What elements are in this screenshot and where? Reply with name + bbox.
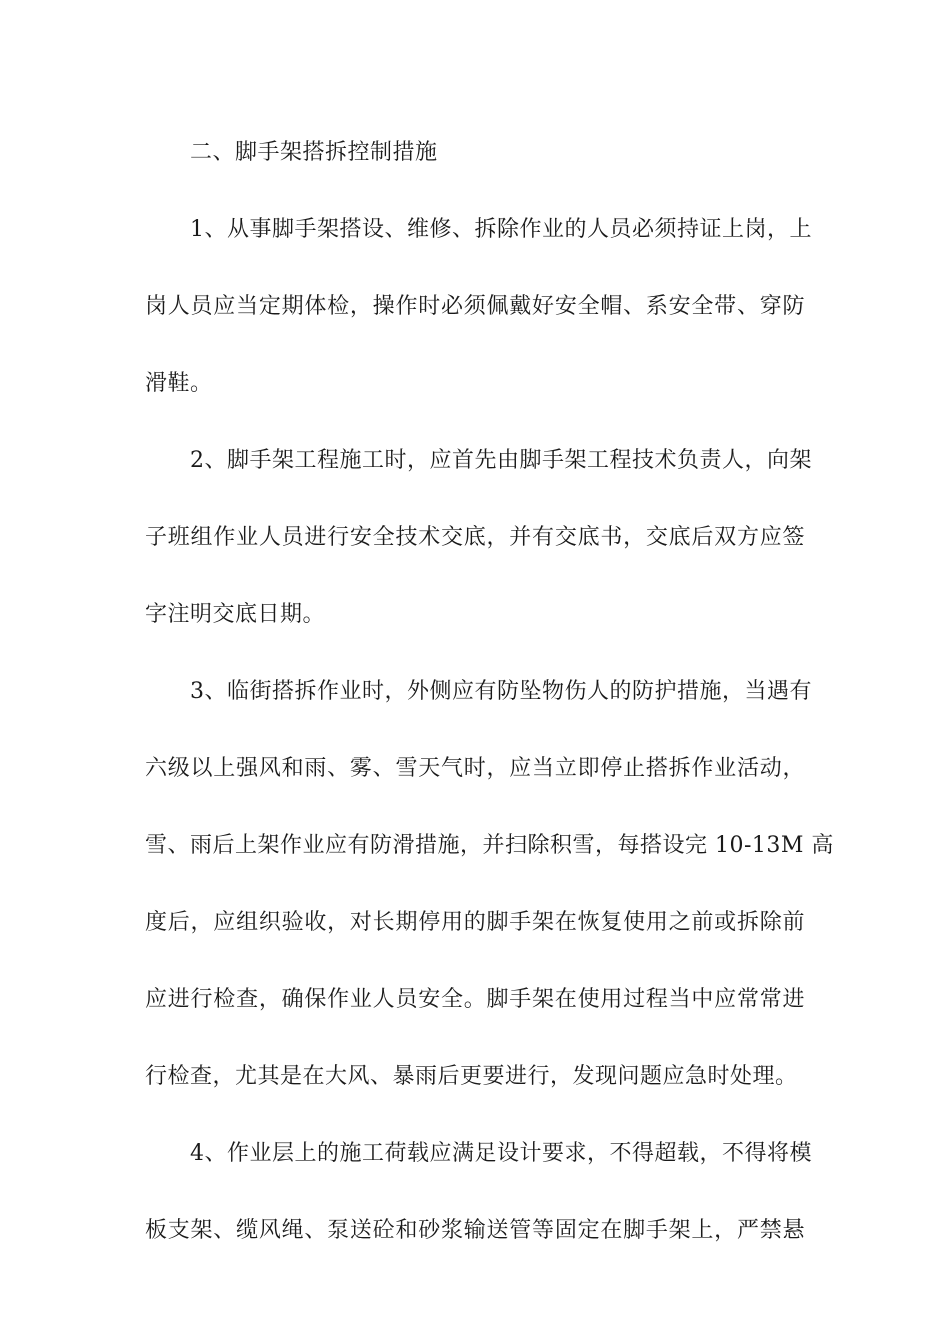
paragraph-1-line-1: 1、从事脚手架搭设、维修、拆除作业的人员必须持证上岗，上 (190, 217, 812, 242)
paragraph-2-line-2: 子班组作业人员进行安全技术交底，并有交底书，交底后双方应签 (145, 525, 805, 550)
paragraph-3-line-2: 六级以上强风和雨、雾、雪天气时，应当立即停止搭拆作业活动， (145, 756, 805, 781)
paragraph-3-line-3: 雪、雨后上架作业应有防滑措施，并扫除积雪，每搭设完 10-13M 高 (145, 833, 834, 858)
paragraph-1-line-3: 滑鞋。 (145, 371, 213, 396)
paragraph-2-line-1: 2、脚手架工程施工时，应首先由脚手架工程技术负责人，向架 (190, 448, 812, 473)
paragraph-3-line-1: 3、临街搭拆作业时，外侧应有防坠物伤人的防护措施，当遇有 (190, 679, 812, 704)
section-heading: 二、脚手架搭拆控制措施 (190, 140, 438, 165)
paragraph-4-line-2: 板支架、缆风绳、泵送砼和砂浆输送管等固定在脚手架上，严禁悬 (145, 1218, 805, 1243)
paragraph-3-line-6: 行检查，尤其是在大风、暴雨后更要进行，发现问题应急时处理。 (145, 1064, 798, 1089)
paragraph-3-line-5: 应进行检查，确保作业人员安全。脚手架在使用过程当中应常常进 (145, 987, 805, 1012)
paragraph-2-line-3: 字注明交底日期。 (145, 602, 326, 627)
paragraph-4-line-1: 4、作业层上的施工荷载应满足设计要求，不得超载，不得将模 (190, 1141, 812, 1166)
paragraph-3-line-4: 度后，应组织验收，对长期停用的脚手架在恢复使用之前或拆除前 (145, 910, 805, 935)
paragraph-1-line-2: 岗人员应当定期体检，操作时必须佩戴好安全帽、系安全带、穿防 (145, 294, 805, 319)
